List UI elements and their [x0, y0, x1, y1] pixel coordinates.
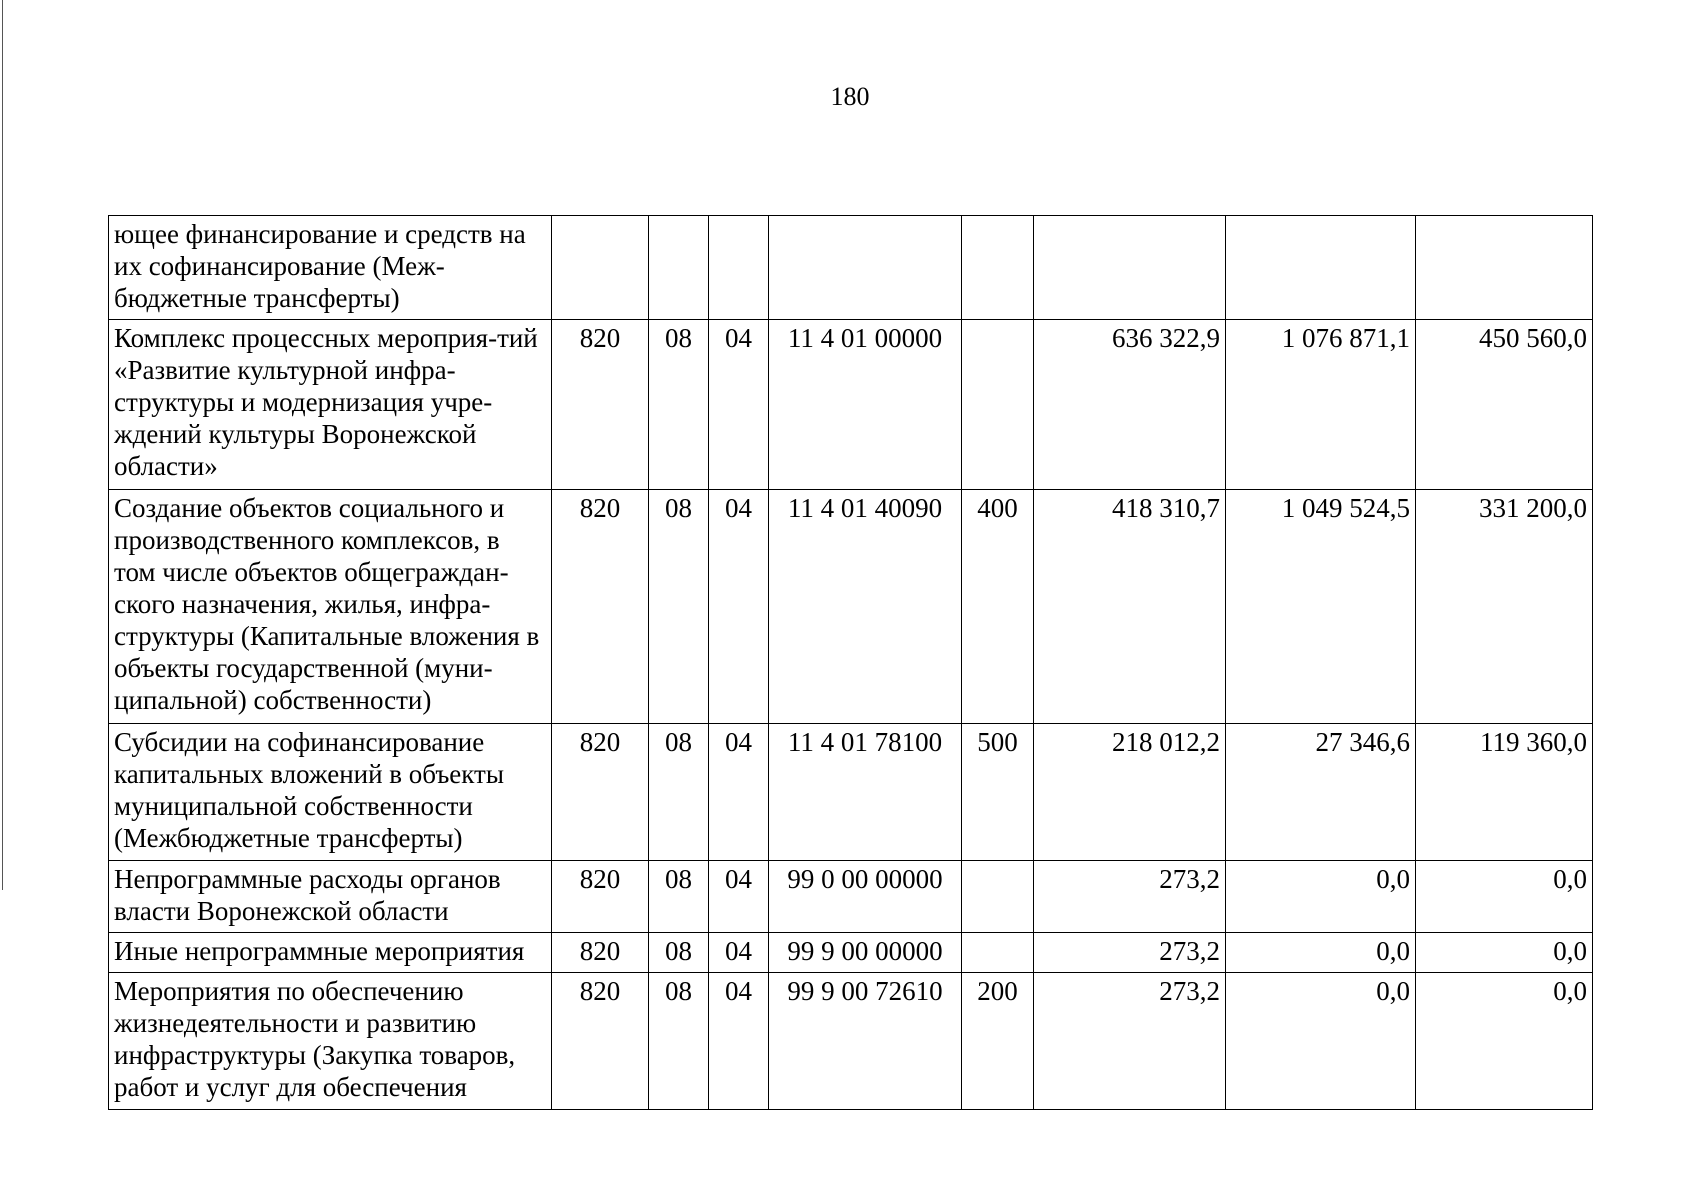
- cell-amount-year2: [1226, 216, 1416, 320]
- cell-target-article: 11 4 01 40090: [769, 490, 962, 724]
- cell-grbs: 820: [552, 724, 649, 861]
- cell-amount-year3: [1416, 216, 1593, 320]
- cell-subsection: 04: [709, 490, 769, 724]
- cell-section: 08: [649, 490, 709, 724]
- table-body: [109, 216, 1593, 1110]
- cell-subsection: 04: [709, 724, 769, 861]
- table-row: [109, 216, 1593, 320]
- cell-section: 08: [649, 973, 709, 1110]
- table-row: [109, 320, 1593, 490]
- table-row: [109, 973, 1593, 1110]
- cell-subsection: [709, 216, 769, 320]
- cell-expense-type: [962, 216, 1034, 320]
- budget-table: [108, 215, 1593, 1110]
- cell-name: Мероприятия по обеспечению жизнедеятельности и развитию инфраструктуры (Закупка товаров, работ и услуг для обеспечения: [109, 973, 552, 1110]
- cell-amount-year3: 0,0: [1416, 933, 1593, 973]
- table-row: [109, 933, 1593, 973]
- cell-amount-year1: 273,2: [1034, 933, 1226, 973]
- cell-amount-year1: 418 310,7: [1034, 490, 1226, 724]
- cell-expense-type: [962, 933, 1034, 973]
- cell-target-article: 99 9 00 72610: [769, 973, 962, 1110]
- cell-grbs: 820: [552, 861, 649, 933]
- cell-name: Иные непрограммные мероприятия: [109, 933, 552, 973]
- cell-subsection: 04: [709, 320, 769, 490]
- cell-amount-year3: 331 200,0: [1416, 490, 1593, 724]
- table-row: [109, 490, 1593, 724]
- cell-amount-year3: 0,0: [1416, 861, 1593, 933]
- cell-section: 08: [649, 320, 709, 490]
- cell-amount-year1: [1034, 216, 1226, 320]
- cell-amount-year1: 218 012,2: [1034, 724, 1226, 861]
- cell-amount-year3: 0,0: [1416, 973, 1593, 1110]
- cell-target-article: 99 0 00 00000: [769, 861, 962, 933]
- cell-amount-year2: 27 346,6: [1226, 724, 1416, 861]
- cell-grbs: 820: [552, 320, 649, 490]
- cell-grbs: 820: [552, 973, 649, 1110]
- cell-expense-type: 400: [962, 490, 1034, 724]
- table-row: [109, 724, 1593, 861]
- cell-grbs: [552, 216, 649, 320]
- cell-target-article: 11 4 01 00000: [769, 320, 962, 490]
- cell-section: [649, 216, 709, 320]
- cell-target-article: 11 4 01 78100: [769, 724, 962, 861]
- cell-amount-year2: 0,0: [1226, 933, 1416, 973]
- cell-expense-type: [962, 320, 1034, 490]
- cell-section: 08: [649, 724, 709, 861]
- cell-amount-year2: 0,0: [1226, 861, 1416, 933]
- cell-section: 08: [649, 861, 709, 933]
- cell-target-article: [769, 216, 962, 320]
- table-row: [109, 861, 1593, 933]
- cell-grbs: 820: [552, 933, 649, 973]
- cell-name: Непрограммные расходы органов власти Воронежской области: [109, 861, 552, 933]
- cell-expense-type: [962, 861, 1034, 933]
- cell-grbs: 820: [552, 490, 649, 724]
- cell-amount-year1: 636 322,9: [1034, 320, 1226, 490]
- cell-subsection: 04: [709, 861, 769, 933]
- page-number: 180: [830, 82, 870, 111]
- cell-subsection: 04: [709, 973, 769, 1110]
- cell-expense-type: 500: [962, 724, 1034, 861]
- cell-amount-year2: 1 049 524,5: [1226, 490, 1416, 724]
- cell-subsection: 04: [709, 933, 769, 973]
- cell-amount-year3: 450 560,0: [1416, 320, 1593, 490]
- cell-target-article: 99 9 00 00000: [769, 933, 962, 973]
- cell-name: Субсидии на софинансирование капитальных вложений в объекты муниципальной собственности (Межбюджетные трансферты): [109, 724, 552, 861]
- cell-amount-year3: 119 360,0: [1416, 724, 1593, 861]
- cell-amount-year2: 0,0: [1226, 973, 1416, 1110]
- cell-amount-year1: 273,2: [1034, 861, 1226, 933]
- cell-amount-year2: 1 076 871,1: [1226, 320, 1416, 490]
- cell-name: ющее финансирование и средств на их софинансирование (Меж-бюджетные трансферты): [109, 216, 552, 320]
- page-edge-line: [2, 0, 3, 890]
- cell-name: Комплекс процессных мероприя-тий «Развитие культурной инфра-структуры и модернизация учре-ждений культуры Воронежской области»: [109, 320, 552, 490]
- cell-name: Создание объектов социального и производственного комплексов, в том числе объектов общеграждан-ского назначения, жилья, инфра-структуры (Капитальные вложения в объекты государственной (муни-ципальной) собственности): [109, 490, 552, 724]
- cell-section: 08: [649, 933, 709, 973]
- cell-expense-type: 200: [962, 973, 1034, 1110]
- cell-amount-year1: 273,2: [1034, 973, 1226, 1110]
